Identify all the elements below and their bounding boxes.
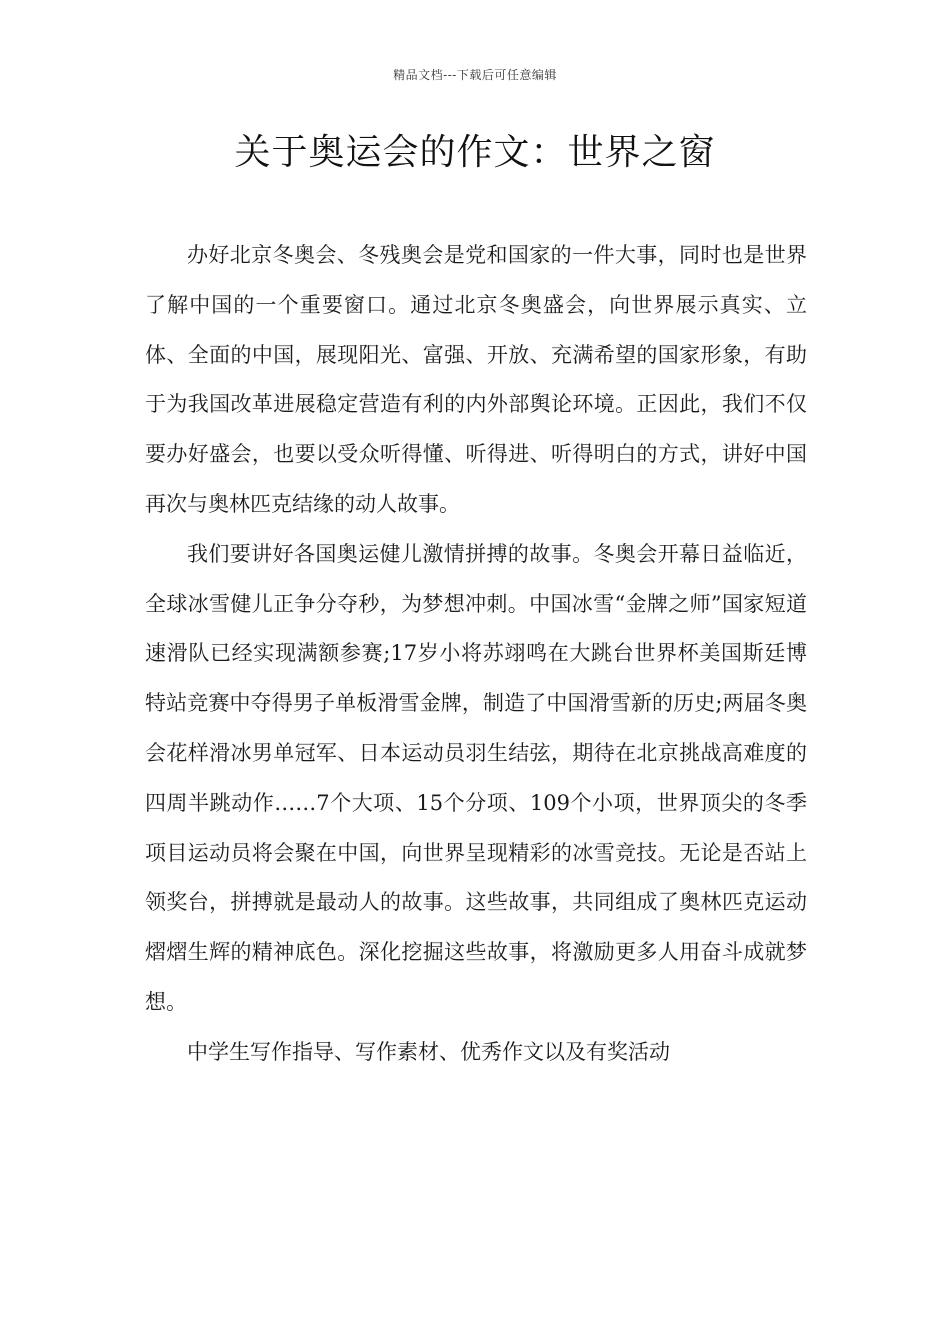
paragraph-1: 办好北京冬奥会、冬残奥会是党和国家的一件大事，同时也是世界了解中国的一个重要窗口。通过北京冬奥盛会，向世界展示真实、立体、全面的中国，展现阳光、富强、开放、充满希望的国家形象，有助于为我国改革进展稳定营造有利的内外部舆论环境。正因此，我们不仅要办好盛会，也要以受众听得懂、听得进、听得明白的方式，讲好中国再次与奥林匹克结缘的动人故事。 <box>145 243 807 516</box>
paragraph-3: 中学生写作指导、写作素材、优秀作文以及有奖活动 <box>187 1039 670 1064</box>
paragraph-2: 我们要讲好各国奥运健儿激情拼搏的故事。冬奥会开幕日益临近，全球冰雪健儿正争分夺秒，为梦想冲刺。中国冰雪“金牌之师”国家短道速滑队已经实现满额参赛;17岁小将苏翊鸣在大跳台世界杯美国斯廷博特站竞赛中夺得男子单板滑雪金牌，制造了中国滑雪新的历史;两届冬奥会花样滑冰男单冠军、日本运动员羽生结弦，期待在北京挑战高难度的四周半跳动作……7个大项、15个分项、109个小项，世界顶尖的冬季项目运动员将会聚在中国，向世界呈现精彩的冰雪竞技。无论是否站上领奖台，拼搏就是最动人的故事。这些故事，共同组成了奥林匹克运动熠熠生辉的精神底色。深化挖掘这些故事，将激励更多人用奋斗成就梦想。 <box>145 541 807 1014</box>
document-body <box>145 231 807 1078</box>
document-title: 关于奥运会的作文：世界之窗 <box>234 132 716 173</box>
page-header: 精品文档---下载后可任意编辑 <box>393 68 557 82</box>
